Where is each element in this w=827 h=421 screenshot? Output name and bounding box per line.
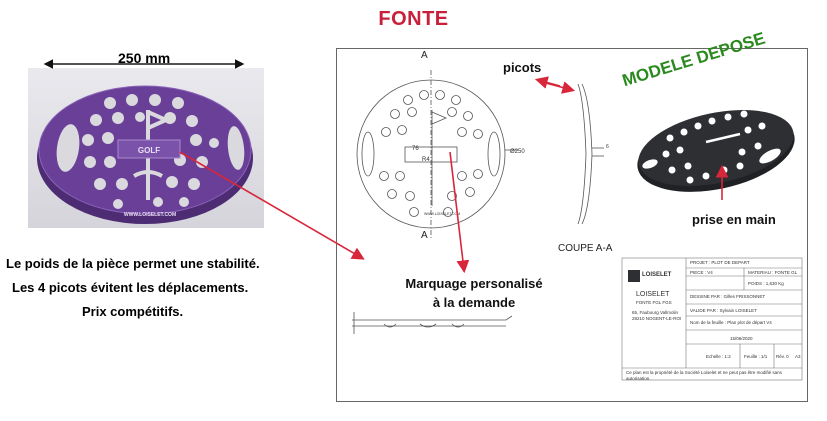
feature-price: Prix compétitifs. bbox=[82, 304, 184, 319]
tb-date: 15/06/2020 bbox=[730, 336, 753, 341]
drawing-section-strip bbox=[352, 312, 512, 334]
drawing-engraving-url: WWW.LOISELET.COM bbox=[424, 212, 461, 216]
tb-poids: POIDS : 1,630 Kg bbox=[748, 281, 784, 286]
tb-logo-text: LOISELET bbox=[642, 272, 672, 278]
label-coupe: COUPE A-A bbox=[558, 243, 613, 254]
tb-valide: VALIDE PAR : Sylvain LOISELET bbox=[690, 308, 757, 313]
engraving-golf: GOLF bbox=[137, 146, 161, 155]
tb-address1: 65, Faubourg Vallmolin bbox=[632, 310, 678, 315]
tb-company: LOISELET bbox=[636, 291, 670, 298]
dimension-6: 6 bbox=[606, 144, 609, 150]
tb-company-sub: FONTE FGL FGS bbox=[636, 300, 672, 305]
tb-nom-feuille: Nom de la feuille : Plan plot de départ V4 bbox=[690, 320, 772, 325]
label-modele-depose: MODELE DEPOSE bbox=[620, 28, 768, 91]
label-marquage bbox=[394, 274, 554, 312]
tb-revision: Rév. 0 bbox=[776, 354, 789, 359]
feature-picots: Les 4 picots évitent les déplacements. bbox=[12, 280, 249, 295]
dimension-r4: R4 bbox=[422, 157, 430, 163]
dimension-diameter: Ø250 bbox=[510, 149, 525, 155]
dimension-label: 250 mm bbox=[118, 50, 171, 66]
label-marquage-line1: Marquage personalisé bbox=[405, 276, 543, 291]
drawing-side-view bbox=[578, 84, 604, 224]
section-marker-top: A bbox=[421, 50, 428, 61]
tb-dessine: DESSINE PAR : Gilles FRISSONNET bbox=[690, 294, 766, 299]
tb-format: A3 bbox=[795, 354, 801, 359]
dark-model-render bbox=[630, 97, 802, 204]
section-marker-bottom: A bbox=[421, 230, 428, 241]
tb-copyright: Ce plan est la propriété de la Société Loiselet et ne peut pas être modifié sans autorisation. bbox=[626, 370, 782, 381]
page-title: FONTE bbox=[378, 8, 449, 30]
tb-address2: 28210 NOGENT-LE-ROI bbox=[632, 316, 682, 321]
tb-echelle: Echelle : 1:2 bbox=[706, 354, 731, 359]
tb-piece: PIECE : V4 bbox=[690, 270, 713, 275]
label-marquage-line2: à la demande bbox=[432, 295, 516, 310]
label-prise-en-main: prise en main bbox=[692, 212, 776, 227]
feature-stability: Le poids de la pièce permet une stabilité. bbox=[6, 256, 260, 271]
tb-materiau: MATERIAU : FONTE GL bbox=[748, 270, 798, 275]
engraving-url: WWW.LOISELET.COM bbox=[123, 212, 177, 218]
dimension-76: 76 bbox=[412, 146, 419, 152]
tb-feuille: Feuille : 1/1 bbox=[744, 354, 768, 359]
tb-projet: PROJET : PLOT DE DEPART bbox=[690, 260, 750, 265]
purple-plate-photo bbox=[37, 86, 253, 224]
label-picots: picots bbox=[503, 60, 542, 75]
